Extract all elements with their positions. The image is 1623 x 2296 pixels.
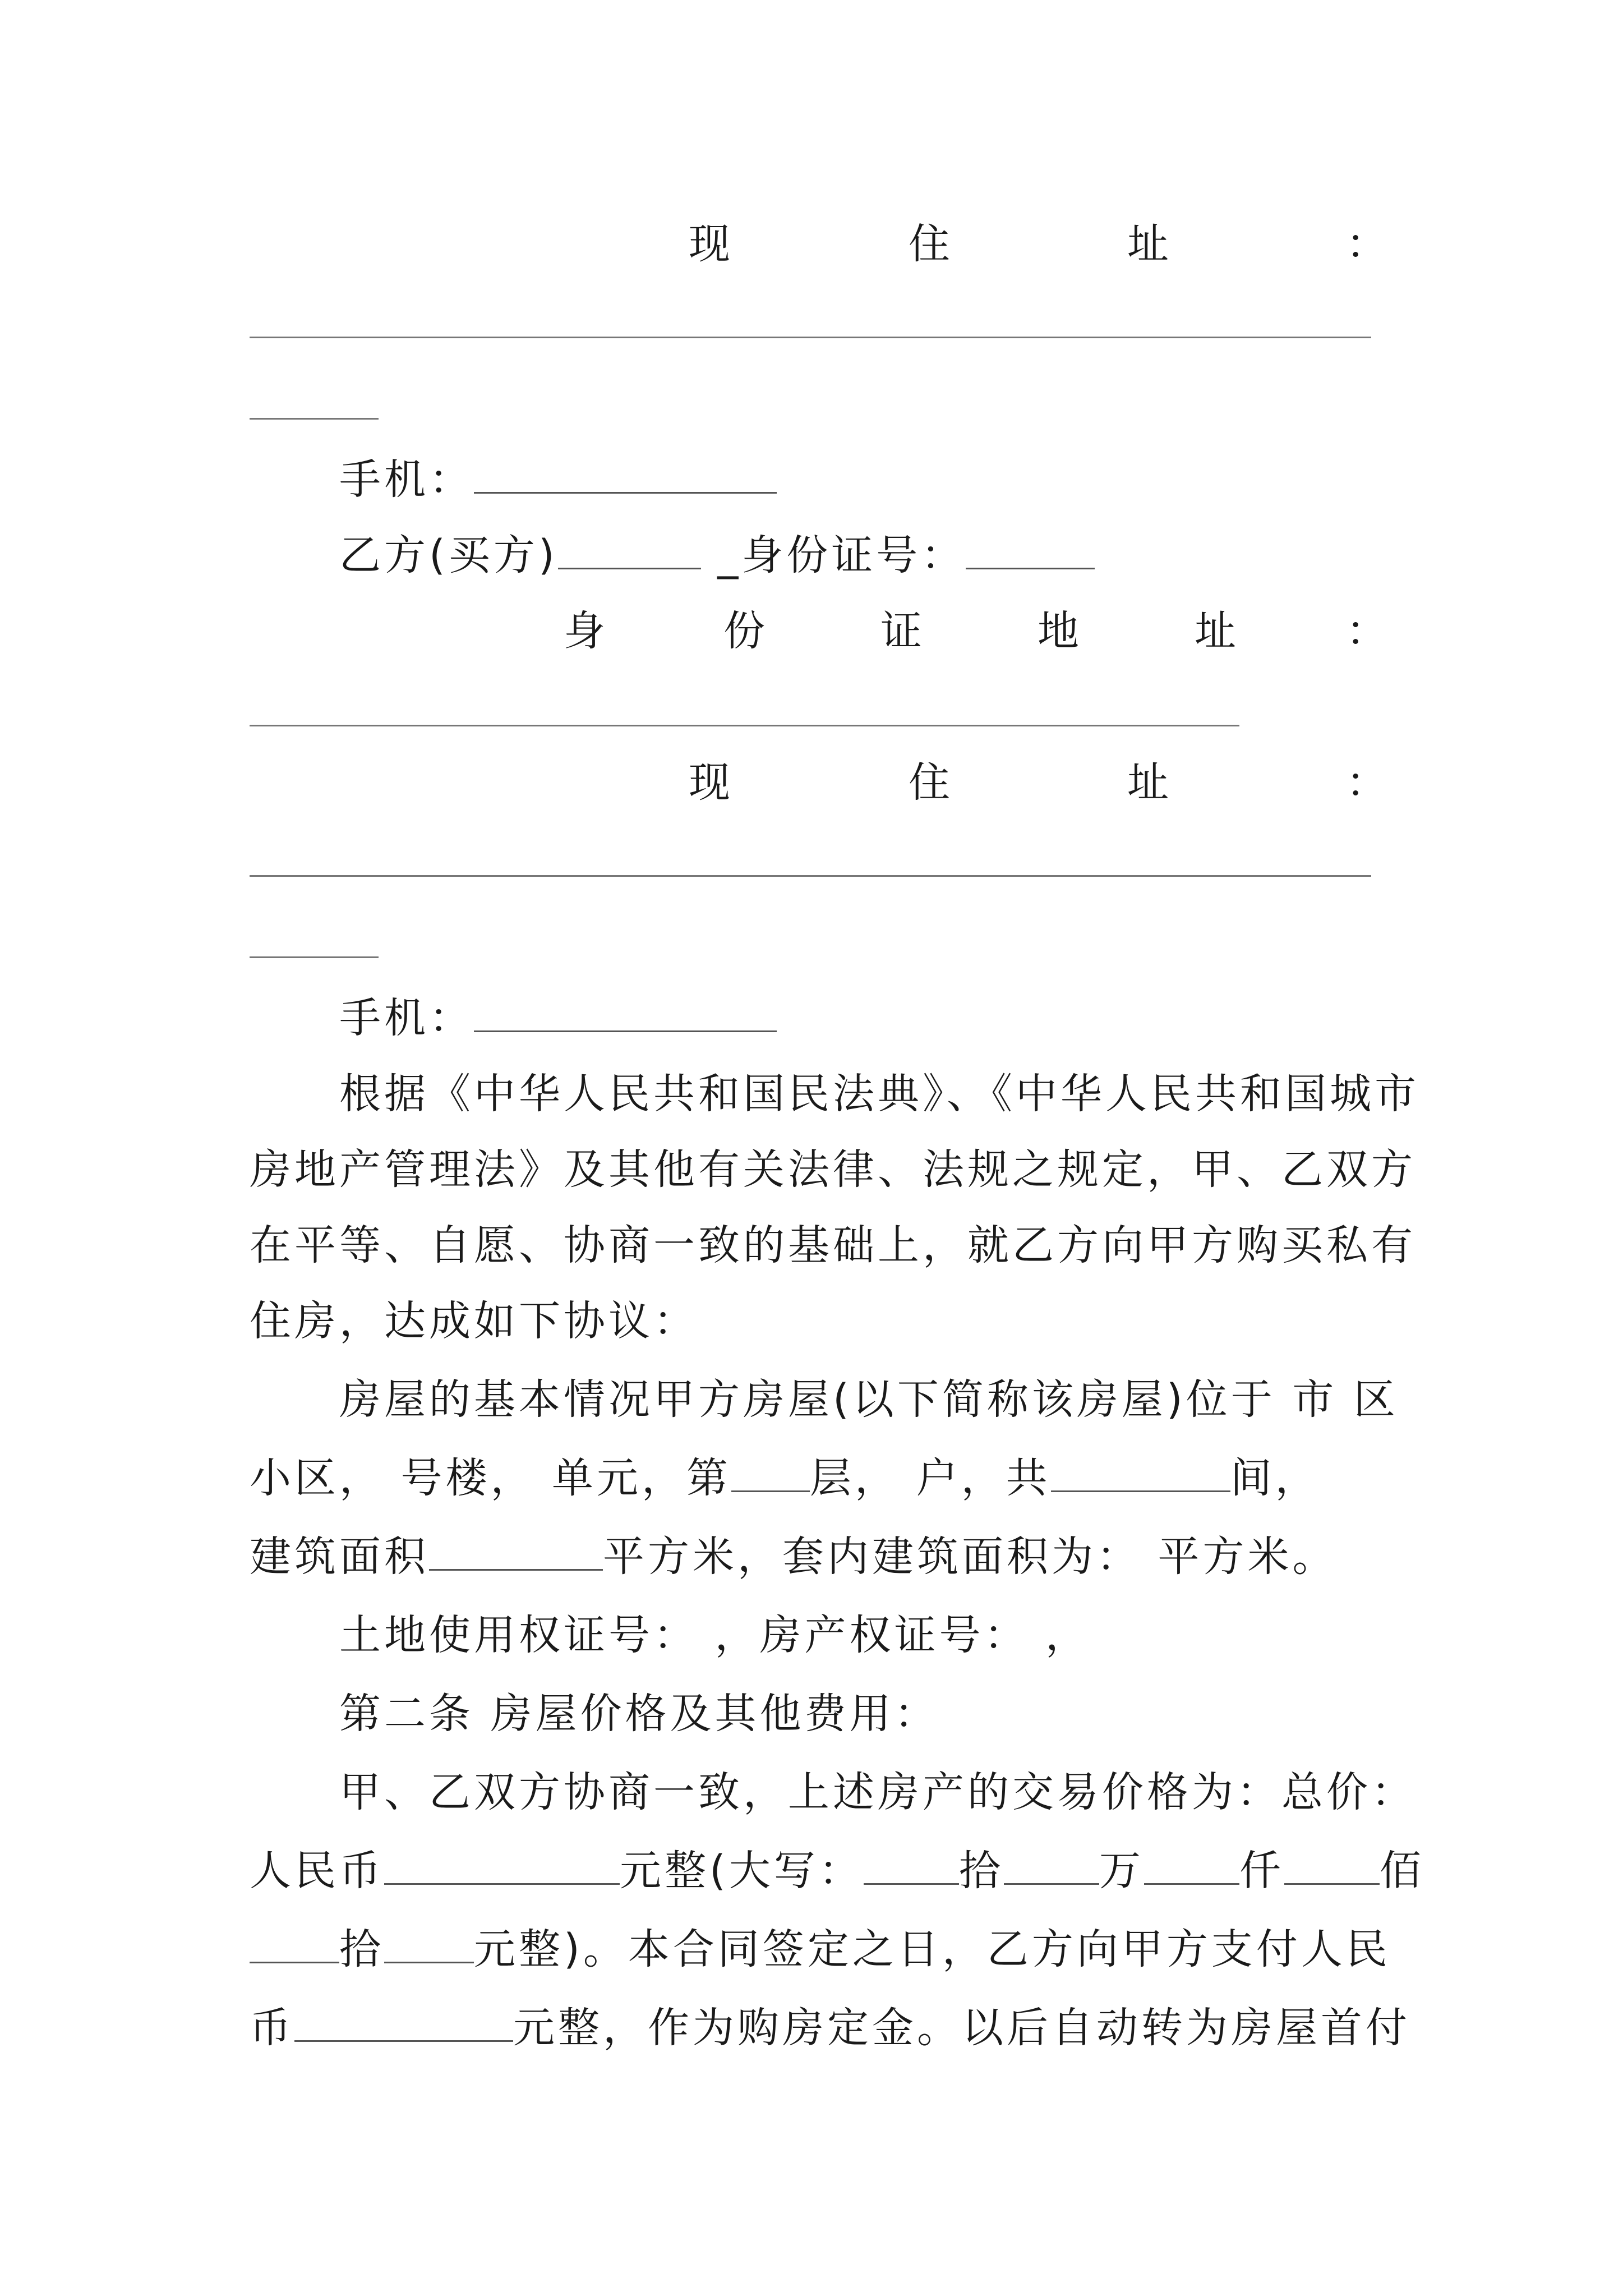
bai-blank bbox=[1284, 1847, 1380, 1885]
buyer-phone-label: 手机： bbox=[339, 994, 474, 1042]
seller-address-fill-line-2 bbox=[250, 418, 379, 420]
intro-line-3: 在平等、自愿、协商一致的基础上，就乙方向甲方购买私有 bbox=[250, 1221, 1416, 1269]
house-info-line-3 bbox=[250, 1531, 1399, 1582]
currency-label: 币 bbox=[250, 2004, 294, 2052]
buyer-id-address-char-4: 地 bbox=[1038, 607, 1079, 655]
buyer-phone-blank bbox=[474, 995, 777, 1032]
buyer-id-number-blank bbox=[966, 532, 1095, 569]
buyer-address-char-3: 址 bbox=[1127, 758, 1169, 807]
intro-line-2: 房地产管理法》及其他有关法律、法规之规定，甲、乙双方 bbox=[250, 1145, 1416, 1194]
shi-label-2: 拾 bbox=[339, 1925, 384, 1973]
buyer-id-address-fill-line bbox=[250, 725, 1239, 726]
seller-address-char-1: 现 bbox=[689, 220, 730, 268]
seller-phone-blank bbox=[474, 456, 777, 494]
shi-label: 拾 bbox=[958, 1847, 1004, 1895]
article-2-title: 第二条 房屋价格及其他费用： bbox=[339, 1690, 939, 1738]
buyer-id-address-char-1: 身 bbox=[564, 607, 605, 655]
deposit-text: 元整，作为购房定金。以后自动转为房屋首付 bbox=[513, 2004, 1410, 2052]
deposit-sentence: 元整)。本合同签定之日，乙方向甲方支付人民 bbox=[474, 1925, 1391, 1973]
rooms-blank bbox=[1051, 1455, 1230, 1492]
seller-address-char-3: 址 bbox=[1127, 220, 1169, 268]
building-area-text: 平方米，套内建筑面积为： 平方米。 bbox=[603, 1533, 1338, 1581]
shi-blank bbox=[250, 1926, 339, 1963]
buyer-id-address-char-3: 证 bbox=[880, 607, 922, 655]
buyer-id-address-colon: ： bbox=[1346, 607, 1387, 655]
article-2-line-4 bbox=[250, 2003, 1410, 2053]
house-unit-text: 小区， 号楼， 单元，第 bbox=[250, 1454, 732, 1502]
house-info-line-2 bbox=[250, 1453, 1399, 1503]
ten-thousand-blank bbox=[864, 1847, 959, 1885]
house-info-line-1: 房屋的基本情况甲方房屋(以下简称该房屋)位于 市 区 bbox=[339, 1375, 1399, 1424]
intro-line-4: 住房，达成如下协议： bbox=[250, 1297, 698, 1345]
certificate-numbers-line: 土地使用权证号： ，房产权证号： ， bbox=[339, 1611, 1091, 1659]
buyer-party-line bbox=[339, 530, 1489, 581]
intro-line-1: 根据《中华人民共和国民法典》、《中华人民共和国城市 bbox=[339, 1070, 1419, 1118]
buyer-id-address-char-5: 址 bbox=[1195, 607, 1236, 655]
yuan-blank bbox=[384, 1926, 474, 1963]
qian-label: 仟 bbox=[1239, 1847, 1284, 1895]
seller-address-fill-line bbox=[250, 337, 1371, 338]
buyer-address-fill-line bbox=[250, 875, 1371, 877]
house-rooms-text: 间， bbox=[1230, 1454, 1320, 1502]
buyer-party-label: 乙方(买方) bbox=[339, 531, 558, 579]
article-2-line-1: 甲、乙双方协商一致，上述房产的交易价格为：总价： bbox=[339, 1768, 1416, 1816]
rmb-label: 人民币 bbox=[250, 1847, 384, 1895]
seller-address-char-2: 住 bbox=[909, 220, 950, 268]
building-area-label: 建筑面积 bbox=[250, 1533, 429, 1581]
building-area-blank bbox=[429, 1533, 603, 1571]
wan-label: 万 bbox=[1099, 1847, 1144, 1895]
seller-phone-line bbox=[339, 454, 1489, 505]
deposit-amount-blank bbox=[294, 2004, 513, 2042]
seller-phone-label: 手机： bbox=[339, 455, 474, 504]
floor-blank bbox=[731, 1455, 810, 1492]
qian-blank bbox=[1144, 1847, 1239, 1885]
seller-address-colon: ： bbox=[1346, 220, 1387, 268]
house-floor-text: 层， 户，共 bbox=[810, 1454, 1051, 1502]
total-price-blank bbox=[384, 1847, 620, 1885]
bai-label: 佰 bbox=[1379, 1847, 1424, 1895]
wan-blank bbox=[1004, 1847, 1099, 1885]
buyer-address-fill-line-2 bbox=[250, 956, 379, 958]
buyer-id-number-label: _身份证号： bbox=[717, 531, 966, 579]
buyer-name-blank bbox=[558, 532, 701, 569]
article-2-line-2 bbox=[250, 1846, 1424, 1896]
buyer-phone-line bbox=[339, 993, 1489, 1043]
buyer-address-char-1: 现 bbox=[689, 758, 730, 807]
capital-label: 元整(大写： bbox=[620, 1847, 864, 1895]
article-2-line-3 bbox=[250, 1924, 1399, 1975]
buyer-address-char-2: 住 bbox=[909, 758, 950, 807]
buyer-id-address-char-2: 份 bbox=[723, 607, 765, 655]
buyer-address-colon: ： bbox=[1346, 758, 1387, 807]
